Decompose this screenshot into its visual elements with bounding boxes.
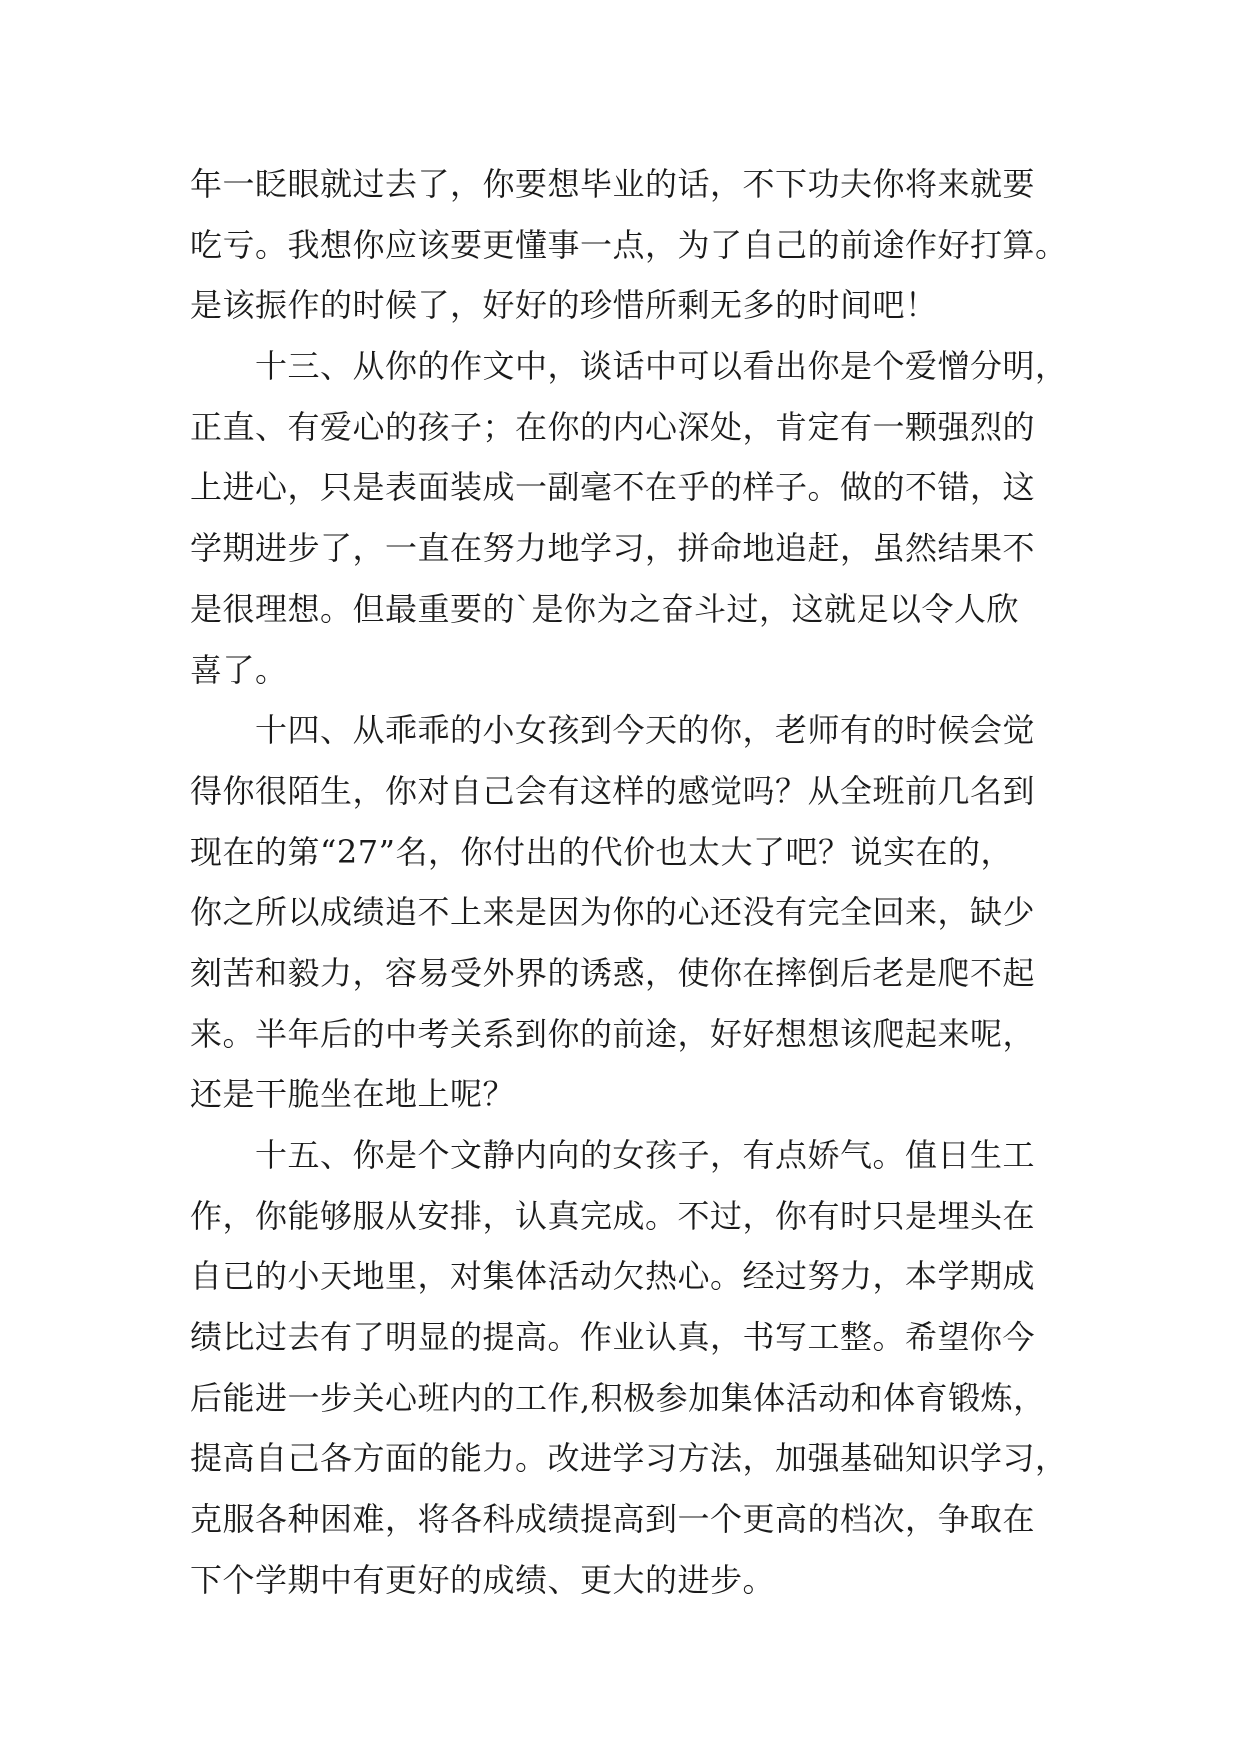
paragraph-line: 上进心，只是表面装成一副毫不在乎的样子。做的不错，这 xyxy=(190,468,1036,507)
paragraph-line: 现在的第“27”名，你付出的代价也太大了吧？说实在的， xyxy=(190,832,1013,871)
paragraph-line: 自已的小天地里，对集体活动欠热心。经过努力，本学期成 xyxy=(190,1257,1036,1296)
paragraph-line: 吃亏。我想你应该要更懂事一点，为了自己的前途作好打算。 xyxy=(190,225,1068,264)
paragraph-line: 还是干脆坐在地上呢？ xyxy=(190,1075,516,1114)
paragraph-line: 后能进一步关心班内的工作,积极参加集体活动和体育锻炼， xyxy=(190,1378,1046,1417)
paragraph-line: 年一眨眼就过去了，你要想毕业的话，不下功夫你将来就要 xyxy=(190,165,1036,203)
paragraph-line: 十三、从你的作文中，谈话中可以看出你是个爱憎分明， xyxy=(190,347,1068,386)
paragraph-line: 正直、有爱心的孩子；在你的内心深处，肯定有一颗强烈的 xyxy=(190,407,1036,446)
paragraph-line: 刻苦和毅力，容易受外界的诱惑，使你在摔倒后老是爬不起 xyxy=(190,953,1036,992)
paragraph-line: 下个学期中有更好的成绩、更大的进步。 xyxy=(190,1560,776,1599)
paragraph-line: 是该振作的时候了，好好的珍惜所剩无多的时间吧！ xyxy=(190,286,938,325)
paragraph-line: 是很理想。但最重要的`是你为之奋斗过，这就足以令人欣 xyxy=(190,589,1020,628)
paragraph-line: 来。半年后的中考关系到你的前途，好好想想该爬起来呢， xyxy=(190,1014,1036,1053)
paragraph-line: 喜了。 xyxy=(190,650,288,689)
paragraph-line: 作，你能够服从安排，认真完成。不过，你有时只是埋头在 xyxy=(190,1196,1036,1235)
paragraph-line: 十五、你是个文静内向的女孩子，有点娇气。值日生工 xyxy=(190,1136,1036,1174)
paragraph-line: 绩比过去有了明显的提高。作业认真，书写工整。希望你今 xyxy=(190,1318,1036,1357)
paragraph-line: 你之所以成绩追不上来是因为你的心还没有完全回来，缺少 xyxy=(190,893,1036,932)
paragraph-line: 学期进步了，一直在努力地学习，拼命地追赶，虽然结果不 xyxy=(190,529,1036,568)
document-body xyxy=(190,154,1068,1611)
paragraph-line: 十四、从乖乖的小女孩到今天的你，老师有的时候会觉 xyxy=(190,711,1036,750)
paragraph-line: 克服各种困难，将各科成绩提高到一个更高的档次，争取在 xyxy=(190,1500,1036,1539)
paragraph-line: 提高自己各方面的能力。改进学习方法，加强基础知识学习， xyxy=(190,1439,1068,1478)
paragraph-line: 得你很陌生，你对自己会有这样的感觉吗？从全班前几名到 xyxy=(190,771,1036,810)
